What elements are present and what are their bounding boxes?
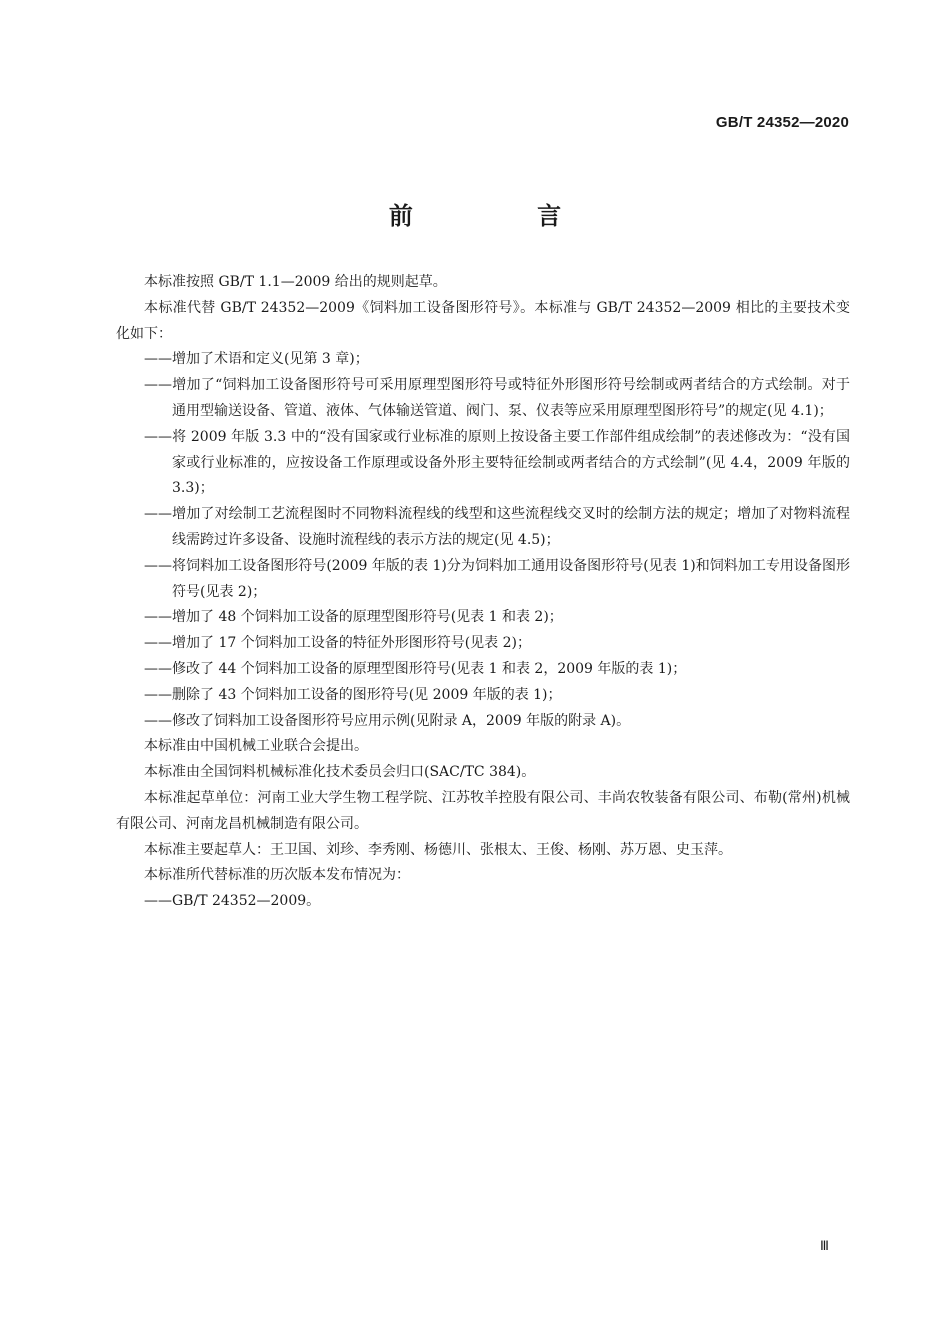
paragraph-technical-committee: 本标准由全国饲料机械标准化技术委员会归口(SAC/TC 384)。 [144, 764, 536, 781]
paragraph-replaces: 本标准代替 GB/T 24352—2009《饲料加工设备图形符号》。本标准与 GB/T 24352—2009 相比的主要技术变化如下： [116, 299, 850, 342]
paragraph-drafters: 本标准主要起草人：王卫国、刘珍、李秀刚、杨德川、张根太、王俊、杨刚、苏万恩、史玉萍。 [144, 841, 732, 858]
change-item: ——增加了 17 个饲料加工设备的特征外形图形符号(见表 2)； [144, 635, 531, 652]
change-item: ——修改了 44 个饲料加工设备的原理型图形符号(见表 1 和表 2，2009 年版的表 1)； [144, 660, 687, 677]
change-item: ——删除了 43 个饲料加工设备的图形符号(见 2009 年版的表 1)； [144, 686, 562, 703]
change-item: ——增加了对绘制工艺流程图时不同物料流程线的线型和这些流程线交叉时的绘制方法的规定；增加了对物料流程线需跨过许多设备、设施时流程线的表示方法的规定(见 4.5)； [144, 506, 850, 548]
paragraph-drafting-units: 本标准起草单位：河南工业大学生物工程学院、江苏牧羊控股有限公司、丰尚农牧装备有限公司、布勒(常州)机械有限公司、河南龙昌机械制造有限公司。 [116, 789, 850, 832]
change-item: ——修改了饲料加工设备图形符号应用示例(见附录 A，2009 年版的附录 A)。 [144, 712, 631, 729]
history-item: ——GB/T 24352—2009。 [144, 893, 321, 910]
change-item: ——将 2009 年版 3.3 中的“没有国家或行业标准的原则上按设备主要工作部件组成绘制”的表述修改为：“没有国家或行业标准的，应按设备工作原理或设备外形主要特征绘制或两者结合的方式绘制”(见 4.4，2009 年版的 3.3)； [144, 428, 850, 497]
paragraph-drafting-rules: 本标准按照 GB/T 1.1—2009 给出的规则起草。 [144, 274, 447, 290]
change-item: ——增加了 48 个饲料加工设备的原理型图形符号(见表 1 和表 2)； [144, 609, 563, 626]
change-item: ——增加了术语和定义(见第 3 章)； [144, 351, 369, 368]
foreword-body [116, 270, 850, 915]
change-item: ——增加了“饲料加工设备图形符号可采用原理型图形符号或特征外形图形符号绘制或两者结合的方式绘制。对于通用型输送设备、管道、液体、气体输送管道、阀门、泵、仪表等应采用原理型图形符号”的规定(见 4.1)； [144, 377, 850, 419]
change-item: ——将饲料加工设备图形符号(2009 年版的表 1)分为饲料加工通用设备图形符号(见表 1)和饲料加工专用设备图形符号(见表 2)； [144, 557, 850, 600]
paragraph-history-intro: 本标准所代替标准的历次版本发布情况为： [144, 867, 410, 884]
page-title: 前 言 [388, 202, 620, 230]
paragraph-proposed-by: 本标准由中国机械工业联合会提出。 [144, 738, 368, 755]
page-number: Ⅲ [820, 1238, 829, 1253]
standard-code: GB/T 24352—2020 [715, 114, 849, 131]
